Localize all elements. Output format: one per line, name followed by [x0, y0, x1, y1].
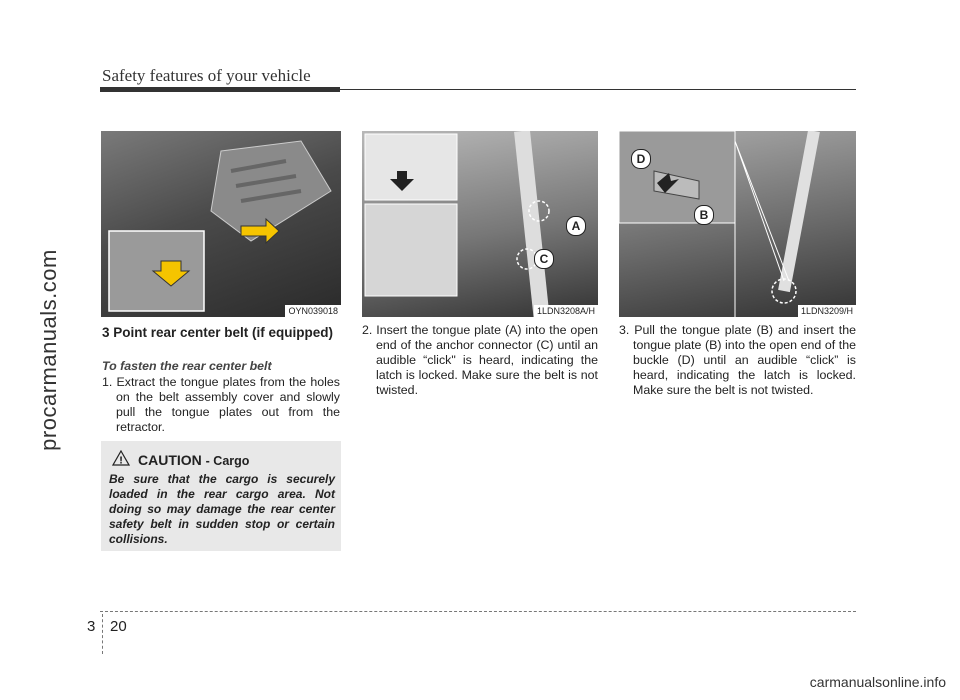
- chapter-number: 3: [87, 618, 96, 635]
- label-c: C: [534, 249, 554, 269]
- figure-caption: OYN039018: [285, 305, 341, 317]
- figure-anchor-connector-photo: [362, 131, 598, 317]
- caution-text: Be sure that the cargo is securely loaded in the rear cargo area. Not doing so may damage the rear center safety belt in sudden stop or certain collisions.: [109, 472, 335, 546]
- step-1: [102, 375, 340, 435]
- section-title: 3 Point rear center belt (if equipped): [102, 325, 334, 340]
- figure-buckle-photo: [619, 131, 856, 317]
- label-d: D: [631, 149, 651, 169]
- svg-text:!: !: [119, 455, 123, 466]
- page-header-title: Safety features of your vehicle: [102, 66, 311, 85]
- side-watermark: procarmanuals.com: [36, 249, 61, 451]
- step-3: [619, 323, 856, 398]
- label-b: B: [694, 205, 714, 225]
- retractor-illustration: [101, 131, 341, 317]
- figure-caption: 1LDN3209/H: [798, 305, 856, 317]
- figure-caption: 1LDN3208A/H: [534, 305, 598, 317]
- caution-title: [138, 452, 249, 468]
- step-2: [362, 323, 598, 398]
- bottom-watermark: carmanualsonline.info: [809, 674, 946, 690]
- header-rule-thin: [340, 89, 856, 90]
- step-3-text: 3. Pull the tongue plate (B) and insert the tongue plate (B) into the open end of the buckle (D) until an audible “click” is heard, indicating the latch is locked. Make sure the belt is not twisted.: [619, 323, 856, 397]
- step-1-text: 1. Extract the tongue plates from the holes on the belt assembly cover and slowly pull the tongue plates out from the retractor.: [102, 375, 340, 434]
- step-2-text: 2. Insert the tongue plate (A) into the open end of the anchor connector (C) until an audible “click" is heard, indicating the latch is locked. Make sure the belt is not twisted.: [362, 323, 598, 397]
- footer-rule: [100, 611, 856, 612]
- section-subtitle: To fasten the rear center belt: [102, 359, 272, 373]
- figure-retractor-photo: [101, 131, 341, 317]
- page-number: 20: [110, 618, 127, 635]
- label-a: A: [566, 216, 586, 236]
- footer-divider: [102, 614, 103, 654]
- warning-triangle-icon: [112, 450, 130, 466]
- caution-subject: - Cargo: [205, 454, 250, 468]
- buckle-illustration: [619, 131, 856, 317]
- caution-label: CAUTION: [138, 452, 202, 468]
- anchor-connector-illustration: [362, 131, 598, 317]
- header-rule-thick: [100, 87, 340, 92]
